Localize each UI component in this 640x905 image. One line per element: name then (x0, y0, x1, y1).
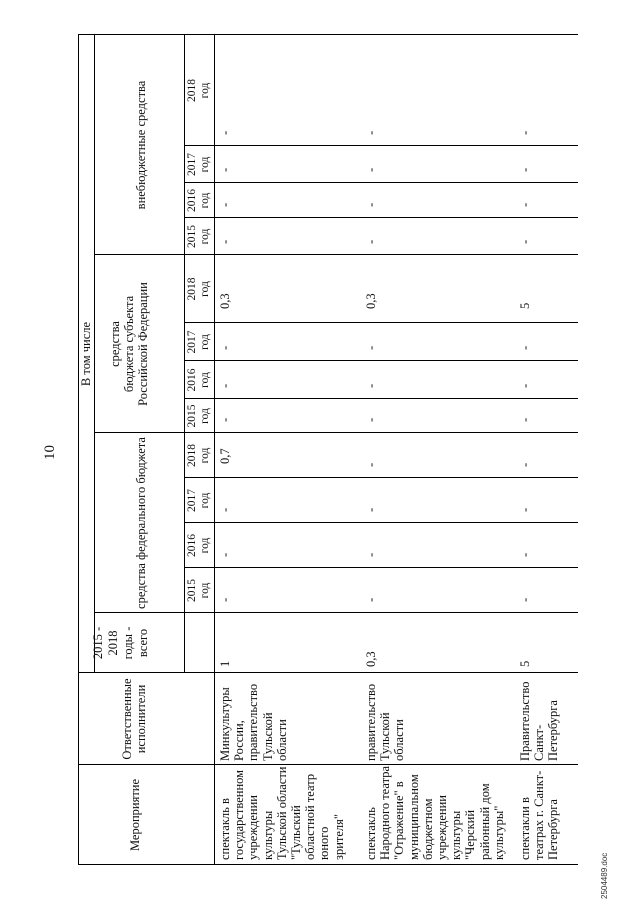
row-1-executors-line: Тульской (260, 712, 275, 761)
year-header-extra (186, 35, 211, 146)
row-1-event-line: "Тульский (289, 805, 304, 860)
cell-subject: - (518, 383, 532, 388)
header-subject (108, 255, 151, 433)
year-header-line: 2015 (186, 579, 198, 602)
header-total-line-4: всего (136, 628, 150, 658)
year-header-line: год (198, 582, 211, 599)
row-1-event-line: зрителя" (331, 814, 346, 860)
year-header-line: 2016 (186, 534, 198, 557)
page-number: 10 (42, 445, 58, 460)
header-total-line-3: годы - (121, 626, 135, 660)
row-1-executors-line: правительство (246, 683, 261, 761)
extra-sub-2 (184, 182, 578, 183)
row-2-event-line: муниципальном (406, 774, 421, 860)
cell-extra: - (218, 239, 232, 244)
row-3-event (518, 771, 561, 860)
header-subject-line-1: средства (108, 321, 122, 367)
cell-federal: - (218, 552, 232, 557)
cell-federal: 0,7 (218, 448, 232, 464)
row-2-event (364, 766, 506, 860)
header-total-line-1: 2015 - (91, 626, 105, 660)
cell-subject: - (218, 345, 232, 350)
year-header-line: год (198, 228, 211, 245)
subj-sub-2 (184, 360, 578, 361)
row-1-executors-line: Минкультуры (218, 687, 232, 761)
extra-sub-3 (184, 145, 578, 146)
cell-total: 0,3 (364, 651, 378, 667)
row-2-event-line: "Черский (463, 809, 478, 860)
fed-sub-3 (184, 477, 578, 478)
cell-subject: - (364, 383, 378, 388)
year-header-federal (186, 523, 211, 568)
subj-sub-1 (184, 398, 578, 399)
year-header-line: год (198, 492, 211, 509)
cell-subject: - (218, 417, 232, 422)
row-1-event (218, 767, 346, 861)
year-header-line: 2018 (186, 444, 198, 467)
cell-extra: - (364, 239, 378, 244)
year-header-line: 2017 (186, 330, 198, 354)
col-border-5 (94, 254, 578, 255)
subj-sub-3 (184, 322, 578, 323)
cell-subject: - (518, 417, 532, 422)
cell-extra: - (518, 202, 532, 207)
cell-subject: - (364, 417, 378, 422)
cell-extra: - (518, 167, 532, 172)
header-subject-line-2: бюджета субъекта (122, 295, 137, 393)
year-header-line: 2016 (186, 368, 198, 392)
cell-extra: - (218, 202, 232, 207)
header-total (91, 613, 151, 673)
header-event: Мероприятие (128, 778, 142, 852)
cell-subject: - (218, 383, 232, 388)
cell-subject: 0,3 (218, 293, 232, 309)
cell-subject: 0,3 (364, 293, 378, 309)
row-2-event-line: культуры (449, 810, 464, 860)
year-header-line: год (198, 334, 211, 350)
year-header-line: год (198, 408, 211, 424)
year-header-line: 2018 (186, 277, 198, 301)
year-header-line: год (198, 372, 211, 388)
row-2-event-line: районный дом (477, 783, 492, 860)
col-border-6 (78, 34, 578, 35)
cell-federal: - (364, 597, 378, 602)
cell-extra: - (518, 239, 532, 244)
cell-total: 5 (518, 660, 532, 667)
year-header-extra (186, 146, 211, 183)
col-border-4 (94, 432, 578, 433)
row-1-executors-line: области (274, 719, 289, 761)
cell-total: 1 (218, 660, 232, 667)
header-in-that-number: В том числе (79, 321, 93, 387)
fed-sub-1 (184, 567, 578, 568)
cell-extra: - (218, 130, 232, 135)
row-1-event-line: областной театр (303, 773, 318, 860)
row-1-event-line: культуры (260, 810, 275, 860)
year-header-subject (186, 361, 211, 399)
row-3-event-line: театрах г. Санкт- (532, 770, 547, 860)
cell-federal: - (364, 552, 378, 557)
year-header-line: год (198, 82, 211, 99)
header-executors (120, 673, 148, 765)
cell-extra: - (518, 130, 532, 135)
year-header-line: 2015 (186, 225, 198, 248)
row-2-event-line: бюджетном (420, 798, 435, 860)
row-2-event-line: Народного театра (378, 765, 393, 860)
year-header-extra (186, 183, 211, 218)
cell-extra: - (364, 167, 378, 172)
cell-subject: - (518, 345, 532, 350)
footer-code: 2504489.doc (600, 852, 609, 899)
cell-extra: - (364, 130, 378, 135)
cell-subject: 5 (518, 302, 532, 309)
year-header-line: 2016 (186, 189, 198, 212)
row-1-event-line: учреждении (246, 795, 261, 860)
cell-federal: - (364, 507, 378, 512)
col-border-0 (78, 864, 578, 865)
extra-sub-1 (184, 217, 578, 218)
row-3-executors-line: Правительство (518, 681, 532, 761)
row-2-event-line: спектакль (364, 807, 378, 860)
row-1-event-line: Тульской области (274, 766, 289, 860)
year-header-line: год (198, 537, 211, 554)
header-subject-line-3: Российской Федерации (136, 282, 151, 406)
line-under-in-that-number (94, 35, 95, 673)
year-header-subject (186, 399, 211, 433)
row-1-executors (218, 684, 289, 761)
cell-federal: - (218, 597, 232, 602)
row-3-executors-line: Петербурга (546, 700, 561, 761)
row-1-executors-line: России, (232, 720, 247, 761)
row-1-event-line: государственном (232, 769, 247, 860)
row-3-executors-line: Санкт- (532, 724, 547, 761)
year-header-line: 2017 (186, 153, 198, 176)
cell-extra: - (364, 202, 378, 207)
header-executors-line-1: Ответственные (120, 678, 134, 760)
cell-extra: - (218, 167, 232, 172)
year-header-extra (186, 218, 211, 255)
budget-table (78, 35, 578, 865)
row-3-event-line: Петербурга (546, 799, 561, 860)
col-border-3 (94, 612, 578, 613)
row-1-event-line: спектакль в (218, 798, 232, 860)
header-executors-line-2: исполнители (134, 684, 149, 754)
year-header-line: год (198, 156, 211, 173)
cell-federal: - (518, 597, 532, 602)
year-header-federal (186, 568, 211, 613)
year-header-subject (186, 323, 211, 361)
header-total-line-2: 2018 (106, 630, 120, 656)
year-header-line: год (198, 281, 211, 297)
year-header-federal (186, 433, 211, 478)
cell-subject: - (364, 345, 378, 350)
year-header-line: год (198, 447, 211, 464)
header-extra: внебюджетные средства (134, 80, 148, 210)
header-bottom-border (214, 35, 215, 865)
year-header-federal (186, 478, 211, 523)
cell-federal: - (518, 462, 532, 467)
row-3-executors (518, 682, 561, 761)
year-header-line: 2015 (186, 404, 198, 428)
row-2-event-line: учреждении (435, 795, 450, 860)
year-header-line: год (198, 192, 211, 209)
row-1-event-line: юного (317, 826, 332, 860)
year-header-line: 2018 (186, 79, 198, 102)
row-2-executors-line: правительство (364, 683, 378, 761)
cell-federal: - (218, 507, 232, 512)
fed-sub-2 (184, 522, 578, 523)
row-2-executors-line: области (392, 719, 407, 761)
col-border-1 (78, 764, 578, 765)
year-header-line: 2017 (186, 489, 198, 512)
cell-federal: - (364, 462, 378, 467)
header-federal: средства федерального бюджета (134, 437, 148, 609)
row-2-executors (364, 684, 407, 761)
cell-federal: - (518, 552, 532, 557)
row-2-executors-line: Тульской (378, 712, 393, 761)
year-header-subject (186, 255, 211, 323)
row-2-event-line: "Отражение" в (392, 781, 407, 860)
row-2-event-line: культуры" (491, 805, 506, 860)
row-3-event-line: спектакли в (518, 797, 532, 860)
cell-federal: - (518, 507, 532, 512)
line-above-years (184, 35, 185, 673)
col-border-2 (78, 672, 578, 673)
